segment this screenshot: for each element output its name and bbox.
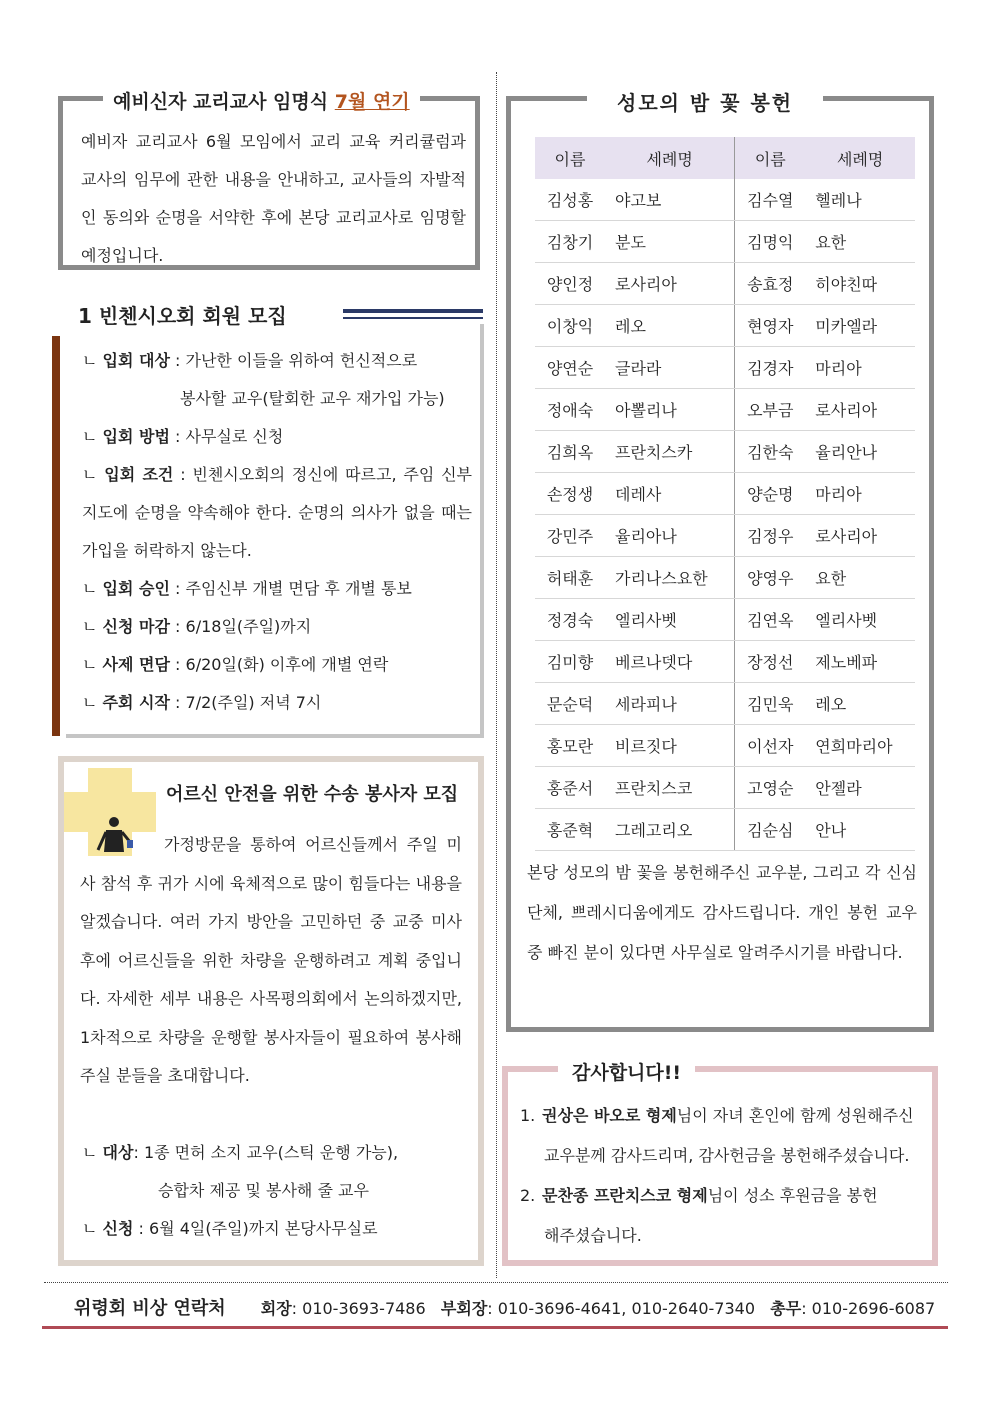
item-key: 대상 <box>102 1143 134 1162</box>
corner-icon: ㄴ <box>82 351 103 370</box>
baptismal-name-cell: 데레사 <box>605 473 735 515</box>
baptismal-name-cell: 히야친따 <box>805 263 915 305</box>
catechist-notice-text: 예비자 교리교사 6월 모임에서 교리 교육 커리큘럼과 교사의 임무에 관한 내용을 안내하고, 교사들의 자발적인 동의와 순명을 서약한 후에 본당 교리교사로 임명할 예정입니다. <box>81 132 466 265</box>
baptismal-name-cell: 프란치스코 <box>605 767 735 809</box>
baptismal-name-cell: 안나 <box>805 809 915 851</box>
item-value: : 주임신부 개별 면담 후 개별 통보 <box>169 579 412 598</box>
baptismal-name-cell: 프란치스카 <box>605 431 735 473</box>
corner-icon: ㄴ <box>82 1143 103 1162</box>
flower-offering-title: 성모의 밤 꽃 봉헌 <box>587 87 823 116</box>
corner-icon: ㄴ <box>82 427 103 446</box>
emergency-contact <box>74 1294 935 1320</box>
item-value: : 6/18일(주일)까지 <box>169 617 312 636</box>
baptismal-name-cell: 율리아나 <box>605 515 735 557</box>
item-name: 권상은 바오로 형제 <box>542 1106 677 1125</box>
name-cell: 이선자 <box>735 725 806 767</box>
baptismal-name-cell: 로사리아 <box>805 389 915 431</box>
baptismal-name-cell: 제노베파 <box>805 641 915 683</box>
name-cell: 김연옥 <box>735 599 806 641</box>
name-cell: 양인정 <box>535 263 605 305</box>
name-cell: 김경자 <box>735 347 806 389</box>
name-cell: 고영순 <box>735 767 806 809</box>
item-value: : 1종 면허 소지 교우(스틱 운행 가능), <box>133 1143 399 1162</box>
table-row <box>535 557 915 599</box>
thanks-title: 감사합니다!! <box>558 1058 695 1085</box>
baptismal-name-cell: 미카엘라 <box>805 305 915 347</box>
vincent-title: 1 빈첸시오회 회원 모집 <box>78 304 287 328</box>
corner-icon: ㄴ <box>82 1219 103 1238</box>
catechist-notice-box <box>58 91 480 270</box>
name-cell: 정경숙 <box>535 599 605 641</box>
name-cell: 허태훈 <box>535 557 605 599</box>
item-key: 신청 마감 <box>102 617 170 636</box>
col-header-baptismal: 세례명 <box>605 137 735 179</box>
list-item <box>82 1134 472 1172</box>
item-text: 님이 성소 후원금을 봉헌 <box>707 1186 878 1205</box>
table-row <box>535 347 915 389</box>
corner-icon: ㄴ <box>82 579 103 598</box>
name-cell: 김한숙 <box>735 431 806 473</box>
vincent-accent-bar <box>52 336 60 736</box>
name-cell: 양순명 <box>735 473 806 515</box>
table-header-row <box>535 137 915 179</box>
list-item-continuation: 해주셨습니다. <box>544 1226 642 1245</box>
item-value: : 7/2(주일) 저녁 7시 <box>169 693 322 712</box>
baptismal-name-cell: 요한 <box>805 557 915 599</box>
list-item <box>82 342 472 380</box>
list-item <box>82 570 472 608</box>
name-cell: 김명익 <box>735 221 806 263</box>
transport-text: 가정방문을 통하여 어르신들께서 주일 미사 참석 후 귀가 시에 육체적으로 많이 힘들다는 내용을 알겠습니다. 여러 가지 방안을 고민하던 중 교중 미사 후에 어르신들을 위한 차량을 운행하려고 계획 중입니다. 자세한 세부 내용은 사목평의회에서 논의하겠지만, 1차적으로 차량을 운행할 봉사자들이 필요하여 봉사해 주실 분들을 초대합니다. <box>80 835 462 1085</box>
item-value: : 6/20일(화) 이후에 개별 연락 <box>169 655 389 674</box>
table-row <box>535 473 915 515</box>
item-value: : 6월 4일(주일)까지 본당사무실로 <box>133 1219 378 1238</box>
vice-phone: : 010-3696-4641, 010-2640-7340 <box>487 1299 755 1318</box>
baptismal-name-cell: 아뽈리나 <box>605 389 735 431</box>
table-row <box>535 641 915 683</box>
name-cell: 김희옥 <box>535 431 605 473</box>
name-cell: 김창기 <box>535 221 605 263</box>
footer-rule <box>42 1326 948 1329</box>
item-key: 주회 시작 <box>102 693 170 712</box>
title-highlight: 7월 연기 <box>334 91 410 113</box>
table-row <box>535 389 915 431</box>
name-cell: 장정선 <box>735 641 806 683</box>
baptismal-name-cell: 로사리아 <box>605 263 735 305</box>
baptismal-name-cell: 비르짓다 <box>605 725 735 767</box>
list-item-continuation: 봉사할 교우(탈회한 교우 재가입 가능) <box>180 389 445 408</box>
list-item-continuation: 교우분께 감사드리며, 감사헌금을 봉헌해주셨습니다. <box>544 1146 910 1165</box>
item-key: 신청 <box>102 1219 134 1238</box>
item-value: : 빈첸시오회의 정신에 따르고, 주임 신부 지도에 순명을 약속해야 한다. 순명의 의사가 없을 때는 가입을 허락하지 않는다. <box>82 465 472 560</box>
corner-icon: ㄴ <box>82 655 103 674</box>
baptismal-name-cell: 마리아 <box>805 473 915 515</box>
item-text: 님이 자녀 혼인에 함께 성원해주신 <box>676 1106 914 1125</box>
list-item <box>82 456 472 570</box>
baptismal-name-cell: 그레고리오 <box>605 809 735 851</box>
name-cell: 현영자 <box>735 305 806 347</box>
footer-divider <box>44 1282 948 1283</box>
baptismal-name-cell: 베르나뎃다 <box>605 641 735 683</box>
vice-label: 부회장 <box>440 1299 488 1318</box>
transport-list <box>82 1134 472 1248</box>
name-cell: 양영우 <box>735 557 806 599</box>
list-item <box>520 1096 930 1136</box>
table-row <box>535 179 915 221</box>
item-number: 1. <box>520 1106 536 1125</box>
table-row <box>535 683 915 725</box>
baptismal-name-cell: 엘리사벳 <box>805 599 915 641</box>
baptismal-name-cell: 분도 <box>605 221 735 263</box>
title-rule <box>343 317 483 319</box>
table-row <box>535 599 915 641</box>
baptismal-name-cell: 로사리아 <box>805 515 915 557</box>
baptismal-name-cell: 글라라 <box>605 347 735 389</box>
list-item <box>82 684 472 722</box>
name-cell: 김수열 <box>735 179 806 221</box>
item-key: 입회 방법 <box>102 427 170 446</box>
list-item <box>82 608 472 646</box>
baptismal-name-cell: 레오 <box>805 683 915 725</box>
chair-phone: : 010-3693-7486 <box>291 1299 426 1318</box>
list-item <box>82 418 472 456</box>
admin-label: 총무 <box>770 1299 802 1318</box>
corner-icon: ㄴ <box>82 465 105 484</box>
name-cell: 김성홍 <box>535 179 605 221</box>
table-row <box>535 263 915 305</box>
table-row <box>535 725 915 767</box>
baptismal-name-cell: 세라피나 <box>605 683 735 725</box>
name-cell: 손정생 <box>535 473 605 515</box>
list-item-continuation: 승합차 제공 및 봉사해 줄 교우 <box>158 1181 369 1200</box>
thanks-box <box>502 1062 938 1266</box>
thanks-list <box>520 1096 930 1256</box>
admin-phone: : 010-2696-6087 <box>801 1299 936 1318</box>
baptismal-name-cell: 안젤라 <box>805 767 915 809</box>
title-rule <box>343 309 483 313</box>
catechist-notice-title <box>103 87 420 114</box>
item-key: 입회 승인 <box>102 579 170 598</box>
col-header-baptismal: 세례명 <box>805 137 915 179</box>
name-cell: 홍준혁 <box>535 809 605 851</box>
table-row <box>535 305 915 347</box>
baptismal-name-cell: 율리안나 <box>805 431 915 473</box>
name-cell: 김정우 <box>735 515 806 557</box>
col-header-name: 이름 <box>735 137 806 179</box>
name-cell: 문순덕 <box>535 683 605 725</box>
flower-offering-text: 본당 성모의 밤 꽃을 봉헌해주신 교우분, 그리고 각 신심단체, 쁘레시디움에게도 감사드립니다. 개인 봉헌 교우 중 빠진 분이 있다면 사무실로 알려주시기를 바랍니다. <box>527 863 917 962</box>
baptismal-name-cell: 요한 <box>805 221 915 263</box>
table-row <box>535 809 915 851</box>
table-row <box>535 221 915 263</box>
baptismal-name-cell: 레오 <box>605 305 735 347</box>
flower-offering-box <box>506 91 934 1032</box>
name-cell: 송효정 <box>735 263 806 305</box>
list-item <box>82 646 472 684</box>
table-row <box>535 515 915 557</box>
baptismal-name-cell: 야고보 <box>605 179 735 221</box>
col-header-name: 이름 <box>535 137 605 179</box>
baptismal-name-cell: 가리나스요한 <box>605 557 735 599</box>
name-cell: 양연순 <box>535 347 605 389</box>
item-name: 문찬종 프란치스코 형제 <box>542 1186 708 1205</box>
table-row <box>535 767 915 809</box>
name-cell: 이창익 <box>535 305 605 347</box>
baptismal-name-cell: 엘리사벳 <box>605 599 735 641</box>
transport-title: 어르신 안전을 위한 수송 봉사자 모집 <box>166 784 459 805</box>
title-text: 예비신자 교리교사 임명식 <box>113 91 335 113</box>
name-cell: 홍준서 <box>535 767 605 809</box>
item-value: : 사무실로 신청 <box>169 427 284 446</box>
list-item <box>82 1210 472 1248</box>
name-cell: 홍모란 <box>535 725 605 767</box>
contact-title: 위령회 비상 연락처 <box>74 1298 226 1319</box>
corner-icon: ㄴ <box>82 693 103 712</box>
item-number: 2. <box>520 1186 536 1205</box>
flower-offering-table <box>535 137 915 851</box>
name-cell: 강민주 <box>535 515 605 557</box>
baptismal-name-cell: 마리아 <box>805 347 915 389</box>
name-cell: 김민욱 <box>735 683 806 725</box>
name-cell: 김미향 <box>535 641 605 683</box>
vincent-list <box>82 342 472 722</box>
chair-label: 회장 <box>260 1299 292 1318</box>
name-cell: 오부금 <box>735 389 806 431</box>
name-cell: 정애숙 <box>535 389 605 431</box>
item-key: 사제 면담 <box>102 655 170 674</box>
table-row <box>535 431 915 473</box>
baptismal-name-cell: 헬레나 <box>805 179 915 221</box>
name-cell: 김순심 <box>735 809 806 851</box>
column-divider <box>496 72 497 1278</box>
corner-icon: ㄴ <box>82 617 103 636</box>
item-key: 입회 대상 <box>102 351 170 370</box>
baptismal-name-cell: 연희마리아 <box>805 725 915 767</box>
list-item <box>520 1176 930 1216</box>
item-value: : 가난한 이들을 위하여 헌신적으로 <box>169 351 418 370</box>
item-key: 입회 조건 <box>104 465 174 484</box>
